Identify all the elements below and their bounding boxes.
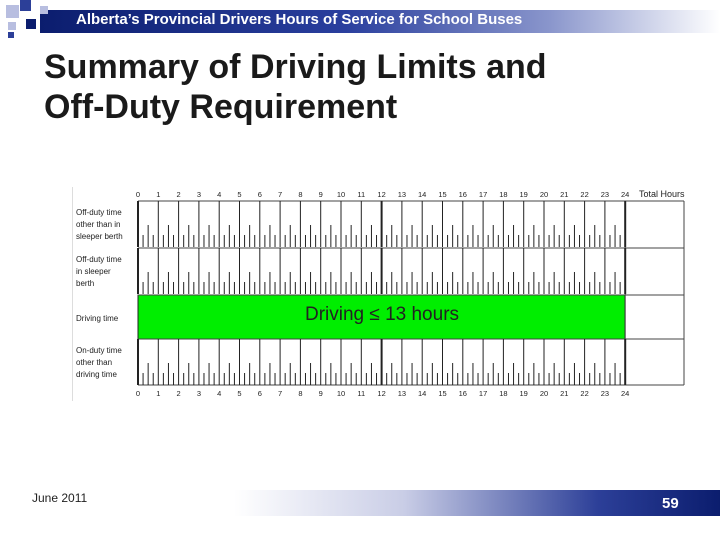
decor-square-6 — [8, 32, 14, 38]
hour-label-bottom: 20 — [539, 389, 549, 398]
hour-label-top: 5 — [237, 190, 242, 199]
row-label: berth — [76, 279, 95, 288]
decor-square-2 — [20, 0, 31, 11]
logbook-background — [72, 187, 686, 401]
hour-label-bottom: 12 — [377, 389, 386, 398]
hour-label-top: 21 — [560, 190, 569, 199]
hour-label-bottom: 10 — [336, 389, 346, 398]
hour-label-bottom: 1 — [156, 389, 161, 398]
hour-label-top: 23 — [600, 190, 610, 199]
hour-label-bottom: 15 — [438, 389, 447, 398]
hour-label-top: 18 — [499, 190, 508, 199]
slide-title-line-2: Off-Duty Requirement — [44, 88, 398, 126]
hour-label-bottom: 13 — [397, 389, 407, 398]
hour-label-bottom: 9 — [318, 389, 323, 398]
hour-label-top: 11 — [357, 190, 366, 199]
hour-label-bottom: 6 — [257, 389, 262, 398]
hour-label-bottom: 8 — [298, 389, 303, 398]
hour-label-bottom: 3 — [196, 389, 201, 398]
hour-label-top: 15 — [438, 190, 447, 199]
decor-square-3 — [26, 19, 36, 29]
hour-label-bottom: 7 — [278, 389, 283, 398]
hour-label-top: 20 — [539, 190, 549, 199]
hour-label-top: 6 — [257, 190, 262, 199]
row-label: sleeper berth — [76, 232, 123, 241]
hour-label-top: 4 — [217, 190, 222, 199]
hour-label-top: 2 — [176, 190, 181, 199]
row-label: Driving time — [76, 314, 119, 323]
hour-label-bottom: 18 — [499, 389, 508, 398]
row-label: driving time — [76, 370, 117, 379]
hour-label-bottom: 5 — [237, 389, 242, 398]
decor-square-4 — [8, 22, 16, 30]
row-label: in sleeper — [76, 267, 111, 276]
hour-label-top: 9 — [318, 190, 323, 199]
driving-limit-label: Driving ≤ 13 hours — [304, 304, 460, 325]
hour-label-top: 8 — [298, 190, 303, 199]
slide-title-line-1: Summary of Driving Limits and — [44, 48, 547, 86]
hour-label-top: 12 — [377, 190, 386, 199]
hour-label-top: 0 — [135, 190, 141, 199]
row-label: other than in — [76, 220, 121, 229]
slide-title — [44, 47, 547, 127]
hour-label-bottom: 19 — [519, 389, 528, 398]
hour-label-top: 16 — [458, 190, 467, 199]
decor-square-5 — [40, 6, 48, 14]
hour-label-bottom: 0 — [135, 389, 141, 398]
page-number: 59 — [662, 495, 679, 512]
hour-label-bottom: 17 — [478, 389, 488, 398]
hour-label-bottom: 23 — [600, 389, 610, 398]
header-title: Alberta’s Provincial Drivers Hours of Service for School Buses — [76, 11, 523, 28]
hour-label-bottom: 22 — [580, 389, 589, 398]
row-label: Off-duty time — [76, 208, 122, 217]
row-label: other than — [76, 358, 113, 367]
hour-label-top: 14 — [418, 190, 427, 199]
hour-label-bottom: 24 — [621, 389, 630, 398]
total-hours-label: Total Hours — [639, 189, 685, 199]
hour-label-top: 17 — [478, 190, 488, 199]
hour-label-top: 3 — [196, 190, 201, 199]
hour-label-top: 13 — [397, 190, 407, 199]
hour-label-top: 22 — [580, 190, 589, 199]
row-label: Off-duty time — [76, 255, 122, 264]
hour-label-top: 24 — [621, 190, 630, 199]
hour-label-bottom: 16 — [458, 389, 467, 398]
logbook-grid — [72, 187, 686, 401]
hour-label-top: 1 — [156, 190, 161, 199]
hour-label-top: 10 — [336, 190, 346, 199]
hour-label-bottom: 21 — [560, 389, 569, 398]
hour-label-bottom: 14 — [418, 389, 427, 398]
hour-label-top: 19 — [519, 190, 528, 199]
footer-band — [234, 490, 720, 516]
hour-label-bottom: 11 — [357, 389, 366, 398]
hour-label-top: 7 — [278, 190, 283, 199]
hour-label-bottom: 2 — [176, 389, 181, 398]
footer-date: June 2011 — [32, 491, 88, 505]
row-label: On-duty time — [76, 346, 122, 355]
decor-square-1 — [6, 5, 19, 18]
hour-label-bottom: 4 — [217, 389, 222, 398]
